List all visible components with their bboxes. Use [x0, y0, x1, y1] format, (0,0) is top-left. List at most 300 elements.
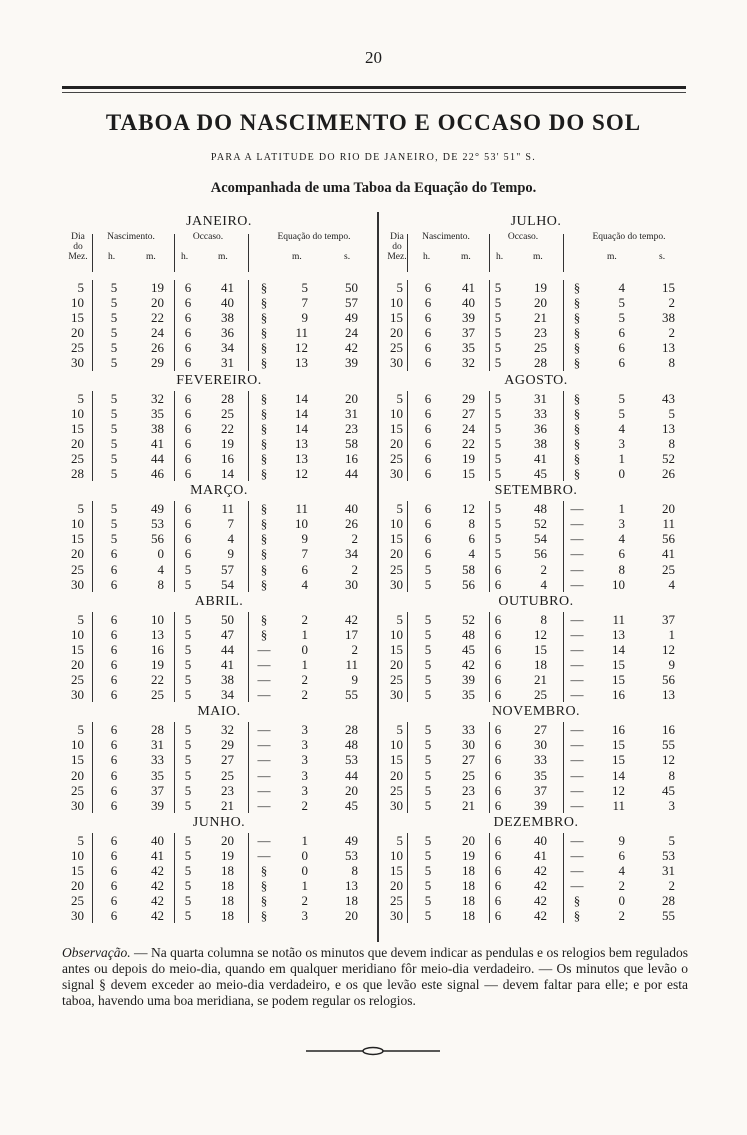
cell-sg: — — [570, 531, 584, 547]
cell-oh: 6 — [184, 325, 192, 341]
cell-sg: — — [570, 641, 584, 657]
cell-es: 16 — [662, 722, 675, 738]
cell-em: 9 — [301, 310, 308, 326]
cell-sg: § — [260, 576, 268, 592]
cell-nm: 6 — [468, 531, 475, 547]
cell-nm: 41 — [462, 280, 475, 295]
cell-nm: 37 — [462, 325, 475, 341]
cell-em: 7 — [301, 295, 308, 311]
table-row — [385, 421, 687, 436]
cell-sg: — — [570, 767, 584, 783]
cell-nm: 58 — [462, 561, 475, 577]
cell-d: 5 — [396, 501, 403, 517]
month-block — [385, 702, 687, 813]
cell-sg: § — [260, 878, 268, 894]
cell-es: 49 — [345, 310, 358, 326]
cell-es: 20 — [345, 782, 358, 798]
cell-sg: — — [257, 782, 271, 798]
cell-d: 25 — [390, 893, 403, 909]
column-rule — [92, 391, 93, 482]
cell-d: 15 — [71, 310, 84, 326]
cell-em: 14 — [612, 641, 625, 657]
cell-d: 10 — [71, 737, 84, 753]
cell-em: 12 — [295, 466, 308, 482]
cell-nm: 41 — [151, 435, 164, 451]
cell-nm: 49 — [151, 501, 164, 517]
column-rule — [248, 501, 249, 592]
cell-es: 58 — [345, 435, 358, 451]
cell-em: 13 — [612, 626, 625, 642]
column-rule — [407, 722, 408, 813]
cell-d: 15 — [390, 310, 403, 326]
cell-oh: 6 — [494, 797, 502, 813]
cell-sg: — — [570, 797, 584, 813]
cell-sg: — — [570, 561, 584, 577]
cell-em: 3 — [301, 737, 308, 753]
column-rule — [407, 280, 408, 371]
cell-es: 5 — [668, 832, 675, 848]
cell-oh: 5 — [184, 752, 192, 768]
cell-es: 37 — [662, 611, 675, 627]
cell-nh: 6 — [424, 405, 432, 421]
cell-oh: 5 — [494, 325, 502, 341]
cell-om: 19 — [221, 435, 234, 451]
cell-nm: 26 — [151, 340, 164, 356]
cell-om: 42 — [534, 863, 547, 878]
table-row — [66, 657, 372, 672]
cell-sg: § — [260, 611, 268, 627]
cell-om: 14 — [221, 466, 234, 482]
cell-nm: 32 — [462, 355, 475, 371]
cell-es: 40 — [345, 501, 358, 517]
cell-em: 1 — [618, 450, 625, 466]
table-row — [385, 325, 687, 340]
header-h: h. — [108, 252, 116, 262]
cell-nh: 5 — [110, 355, 118, 371]
cell-sg: § — [260, 561, 268, 577]
cell-nh: 6 — [424, 435, 432, 451]
cell-om: 34 — [221, 687, 234, 703]
cell-d: 15 — [390, 863, 403, 878]
header-m: m. — [533, 252, 543, 262]
cell-em: 4 — [301, 576, 308, 592]
table-row — [66, 612, 372, 627]
month-name: OUTUBRO. — [498, 593, 574, 609]
table-row — [66, 687, 372, 702]
cell-nm: 35 — [151, 405, 164, 421]
column-rule — [174, 833, 175, 924]
table-row — [66, 466, 372, 481]
cell-es: 2 — [668, 878, 675, 894]
cell-oh: 5 — [184, 687, 192, 703]
cell-nh: 5 — [110, 295, 118, 311]
cell-em: 11 — [612, 611, 625, 627]
cell-sg: — — [570, 832, 584, 848]
cell-oh: 5 — [184, 737, 192, 753]
cell-es: 11 — [345, 656, 358, 672]
cell-om: 8 — [540, 611, 547, 627]
table-row — [66, 783, 372, 798]
cell-nm: 19 — [151, 280, 164, 295]
cell-sg: § — [573, 908, 581, 924]
cell-oh: 6 — [494, 611, 502, 627]
header-h: h. — [181, 252, 189, 262]
cell-sg: — — [257, 641, 271, 657]
table-row — [66, 451, 372, 466]
cell-nh: 6 — [424, 501, 432, 517]
cell-d: 10 — [71, 626, 84, 642]
cell-nm: 27 — [462, 405, 475, 421]
cell-d: 10 — [390, 847, 403, 863]
cell-oh: 6 — [184, 420, 192, 436]
column-rule — [407, 612, 408, 703]
cell-nh: 6 — [424, 280, 432, 295]
cell-nh: 5 — [424, 797, 432, 813]
cell-nm: 37 — [151, 782, 164, 798]
table-row — [385, 642, 687, 657]
cell-om: 42 — [534, 878, 547, 894]
cell-om: 27 — [221, 752, 234, 768]
cell-om: 31 — [221, 355, 234, 371]
observation-text: — Na quarta columna se notão os minutos que devem indicar as pendulas e os relogios bem regulados antes ou depois do meio-dia, quando em qualquer meridiano fôr meio-dia verdadeiro. — Os minutos que levão o signal § devem exceder ao meio-dia verdadeiro, e os que levão este signal — devem faltar para elle; e por esta taboa, havendo uma boa meridiana, se podem regular os relogios. — [62, 945, 688, 1008]
cell-nm: 16 — [151, 641, 164, 657]
cell-sg: § — [573, 435, 581, 451]
cell-oh: 5 — [494, 405, 502, 421]
cell-es: 43 — [662, 390, 675, 406]
cell-nh: 6 — [424, 546, 432, 562]
cell-em: 2 — [301, 611, 308, 627]
cell-sg: — — [570, 546, 584, 562]
column-rule — [563, 280, 564, 371]
cell-om: 15 — [534, 641, 547, 657]
cell-em: 9 — [618, 832, 625, 848]
cell-d: 30 — [390, 576, 403, 592]
table-row — [66, 863, 372, 878]
cell-em: 15 — [612, 672, 625, 688]
cell-sg: § — [260, 390, 268, 406]
cell-om: 35 — [534, 767, 547, 783]
cell-nm: 42 — [151, 893, 164, 909]
cell-em: 1 — [301, 878, 308, 894]
cell-sg: — — [257, 797, 271, 813]
cell-es: 55 — [662, 737, 675, 753]
cell-es: 30 — [345, 576, 358, 592]
cell-em: 8 — [618, 561, 625, 577]
cell-oh: 5 — [184, 863, 192, 878]
month-name: ABRIL. — [194, 593, 244, 609]
header-m: m. — [607, 252, 617, 262]
page-title: TABOA DO NASCIMENTO E OCCASO DO SOL — [105, 110, 642, 135]
cell-sg: — — [570, 737, 584, 753]
cell-em: 3 — [618, 516, 625, 532]
cell-d: 20 — [71, 546, 84, 562]
cell-es: 11 — [662, 516, 675, 532]
cell-d: 10 — [71, 295, 84, 311]
cell-om: 52 — [534, 516, 547, 532]
cell-oh: 6 — [494, 561, 502, 577]
cell-nm: 22 — [462, 435, 475, 451]
cell-es: 45 — [662, 782, 675, 798]
cell-es: 34 — [345, 546, 358, 562]
cell-em: 13 — [295, 450, 308, 466]
cell-em: 0 — [618, 893, 625, 909]
cell-sg: § — [260, 340, 268, 356]
table-row — [385, 355, 687, 370]
cell-d: 25 — [390, 672, 403, 688]
cell-nh: 5 — [110, 310, 118, 326]
cell-nm: 29 — [151, 355, 164, 371]
cell-sg: — — [570, 782, 584, 798]
cell-oh: 6 — [184, 450, 192, 466]
column-rule — [92, 833, 93, 924]
cell-nm: 31 — [151, 737, 164, 753]
cell-es: 57 — [345, 295, 358, 311]
cell-d: 15 — [390, 752, 403, 768]
table-row — [385, 878, 687, 893]
table-row — [385, 798, 687, 813]
cell-om: 23 — [534, 325, 547, 341]
cell-oh: 5 — [184, 656, 192, 672]
cell-nh: 6 — [110, 737, 118, 753]
cell-nm: 39 — [462, 310, 475, 326]
header-rule-thick — [62, 86, 686, 89]
cell-d: 30 — [71, 908, 84, 924]
cell-oh: 5 — [184, 878, 192, 894]
month-name: FEVEREIRO. — [176, 372, 262, 388]
cell-sg: — — [257, 656, 271, 672]
column-rule — [563, 722, 564, 813]
cell-sg: § — [573, 280, 581, 295]
cell-oh: 6 — [494, 863, 502, 878]
cell-nh: 6 — [424, 531, 432, 547]
column-rule — [248, 612, 249, 703]
cell-sg: § — [260, 893, 268, 909]
header-occaso: Occaso. — [192, 232, 224, 242]
table-row — [385, 310, 687, 325]
cell-nh: 5 — [110, 501, 118, 517]
cell-nh: 6 — [110, 672, 118, 688]
cell-nm: 12 — [462, 501, 475, 517]
subtitle-equation: Acompanhada de uma Taboa da Equação do Tempo. — [210, 180, 537, 196]
cell-d: 5 — [396, 832, 403, 848]
table-row — [66, 577, 372, 592]
table-row — [385, 893, 687, 908]
cell-sg: — — [570, 501, 584, 517]
cell-nh: 5 — [110, 325, 118, 341]
cell-om: 40 — [534, 832, 547, 848]
cell-es: 28 — [662, 893, 675, 909]
cell-em: 1 — [301, 656, 308, 672]
header-m: m. — [146, 252, 156, 262]
cell-nm: 46 — [151, 466, 164, 482]
cell-oh: 6 — [184, 466, 192, 482]
cell-om: 29 — [221, 737, 234, 753]
cell-om: 47 — [221, 626, 234, 642]
cell-om: 33 — [534, 405, 547, 421]
ornament-divider-icon — [306, 1046, 440, 1056]
table-row — [385, 295, 687, 310]
header-rule-thin — [62, 92, 686, 93]
cell-em: 1 — [301, 626, 308, 642]
table-row — [385, 752, 687, 767]
table-row — [66, 516, 372, 531]
table-row — [66, 501, 372, 516]
cell-om: 50 — [221, 611, 234, 627]
month-name: JULHO. — [510, 214, 562, 229]
cell-oh: 6 — [494, 878, 502, 894]
cell-om: 40 — [221, 295, 234, 311]
cell-nh: 5 — [110, 466, 118, 482]
cell-d: 20 — [71, 878, 84, 894]
cell-nh: 6 — [424, 390, 432, 406]
cell-em: 10 — [295, 516, 308, 532]
cell-nm: 13 — [151, 626, 164, 642]
cell-om: 18 — [221, 893, 234, 909]
cell-sg: — — [570, 516, 584, 532]
cell-sg: § — [573, 355, 581, 371]
header-s: s. — [344, 252, 351, 262]
column-rule — [248, 722, 249, 813]
cell-es: 13 — [662, 420, 675, 436]
cell-sg: § — [260, 908, 268, 924]
table-row — [66, 421, 372, 436]
cell-nm: 56 — [462, 576, 475, 592]
header-dia: Dia do Mez. — [68, 232, 88, 262]
cell-nh: 5 — [424, 672, 432, 688]
cell-om: 18 — [221, 878, 234, 894]
cell-nm: 56 — [151, 531, 164, 547]
column-rule — [248, 833, 249, 924]
cell-d: 30 — [390, 466, 403, 482]
table-row — [385, 908, 687, 923]
header-rule — [407, 234, 408, 272]
cell-oh: 6 — [494, 672, 502, 688]
cell-nh: 6 — [110, 893, 118, 909]
cell-nm: 35 — [151, 767, 164, 783]
cell-om: 54 — [221, 576, 234, 592]
cell-em: 12 — [295, 340, 308, 356]
cell-nm: 38 — [151, 420, 164, 436]
cell-nm: 40 — [151, 832, 164, 848]
cell-nm: 10 — [151, 611, 164, 627]
cell-nh: 6 — [424, 295, 432, 311]
cell-sg: — — [570, 863, 584, 878]
cell-nm: 45 — [462, 641, 475, 657]
cell-d: 5 — [77, 280, 84, 295]
cell-sg: § — [260, 310, 268, 326]
table-row — [385, 546, 687, 561]
cell-em: 3 — [301, 767, 308, 783]
cell-es: 38 — [662, 310, 675, 326]
cell-om: 57 — [221, 561, 234, 577]
cell-d: 20 — [390, 325, 403, 341]
cell-nh: 5 — [110, 340, 118, 356]
cell-nh: 5 — [424, 863, 432, 878]
column-rule — [489, 391, 490, 482]
cell-es: 44 — [345, 767, 358, 783]
cell-sg: — — [257, 687, 271, 703]
cell-sg: § — [260, 531, 268, 547]
header-nascimento: Nascimento. — [107, 232, 155, 242]
cell-oh: 5 — [184, 672, 192, 688]
cell-oh: 6 — [184, 310, 192, 326]
cell-d: 20 — [390, 546, 403, 562]
cell-sg: § — [260, 516, 268, 532]
cell-em: 16 — [612, 722, 625, 738]
cell-om: 38 — [221, 310, 234, 326]
month-block — [66, 212, 372, 371]
cell-es: 4 — [668, 576, 675, 592]
cell-om: 20 — [221, 832, 234, 848]
cell-em: 0 — [301, 641, 308, 657]
table-row — [385, 562, 687, 577]
cell-oh: 5 — [494, 450, 502, 466]
cell-em: 14 — [295, 390, 308, 406]
cell-es: 45 — [345, 797, 358, 813]
table-row — [385, 340, 687, 355]
cell-d: 20 — [390, 656, 403, 672]
cell-sg: — — [570, 687, 584, 703]
cell-nm: 19 — [462, 450, 475, 466]
table-row — [66, 310, 372, 325]
cell-nh: 6 — [424, 516, 432, 532]
cell-nm: 19 — [151, 656, 164, 672]
cell-d: 25 — [71, 561, 84, 577]
cell-es: 2 — [668, 295, 675, 311]
table-row — [66, 325, 372, 340]
cell-nm: 24 — [151, 325, 164, 341]
cell-oh: 6 — [184, 531, 192, 547]
cell-nh: 6 — [424, 355, 432, 371]
cell-es: 20 — [345, 908, 358, 924]
cell-nm: 8 — [157, 576, 164, 592]
cell-om: 4 — [540, 576, 547, 592]
table-row — [385, 406, 687, 421]
table-row — [385, 516, 687, 531]
table-row — [385, 451, 687, 466]
cell-es: 26 — [345, 516, 358, 532]
cell-om: 31 — [534, 390, 547, 406]
cell-nm: 33 — [151, 752, 164, 768]
table-row — [385, 783, 687, 798]
cell-es: 56 — [662, 672, 675, 688]
cell-nm: 25 — [462, 767, 475, 783]
cell-d: 30 — [71, 687, 84, 703]
cell-om: 21 — [534, 672, 547, 688]
table-row — [66, 737, 372, 752]
header-s: s. — [659, 252, 666, 262]
table-row — [66, 752, 372, 767]
cell-es: 3 — [668, 797, 675, 813]
cell-es: 49 — [345, 832, 358, 848]
cell-nh: 5 — [424, 722, 432, 738]
cell-oh: 5 — [494, 466, 502, 482]
cell-nh: 5 — [424, 576, 432, 592]
cell-nh: 5 — [424, 561, 432, 577]
cell-nh: 5 — [424, 847, 432, 863]
header-m: m. — [461, 252, 471, 262]
cell-es: 16 — [345, 450, 358, 466]
cell-om: 41 — [534, 847, 547, 863]
cell-em: 6 — [618, 847, 625, 863]
cell-oh: 6 — [494, 847, 502, 863]
cell-nh: 6 — [110, 687, 118, 703]
cell-es: 8 — [668, 355, 675, 371]
cell-sg: § — [260, 501, 268, 517]
table-row — [385, 577, 687, 592]
cell-nh: 6 — [110, 641, 118, 657]
left-table — [66, 212, 372, 923]
